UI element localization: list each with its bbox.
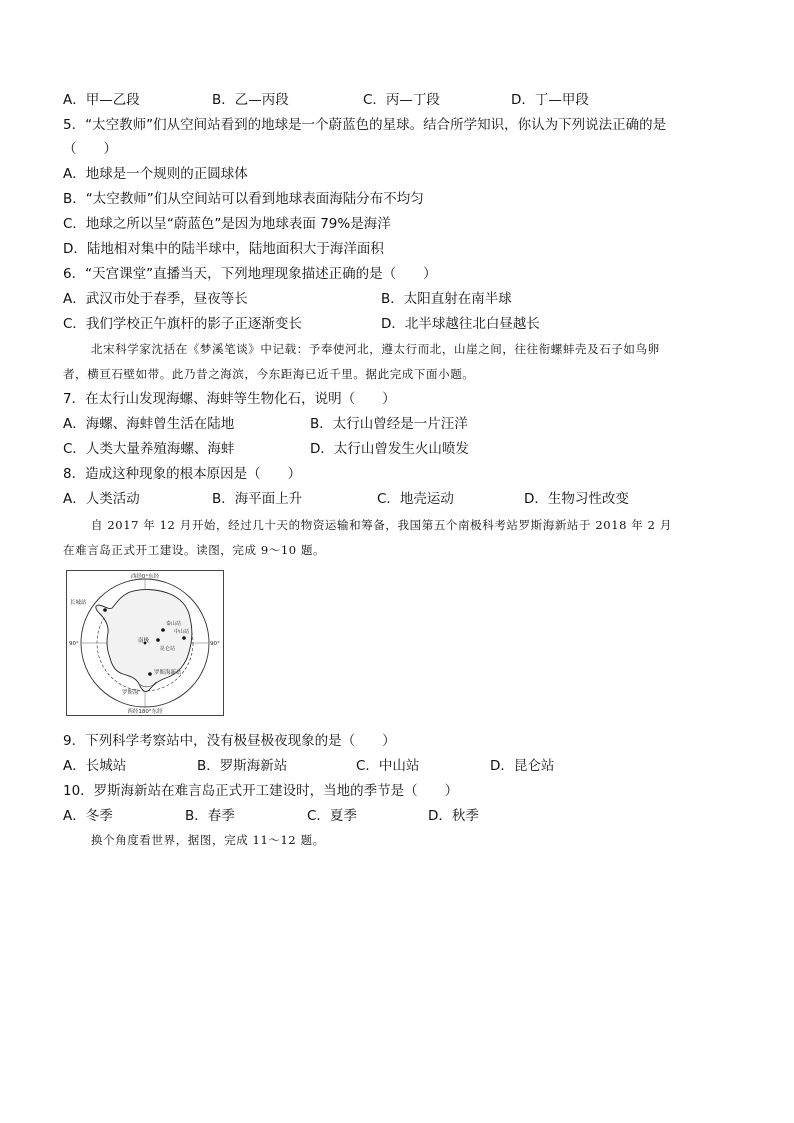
q6-options-row1 — [63, 289, 763, 309]
q10-option-b: B．春季 — [185, 808, 235, 824]
q8-options — [63, 489, 763, 509]
q7-option-d: D．太行山曾发生火山喷发 — [310, 441, 469, 457]
q10-option-d: D．秋季 — [428, 808, 479, 824]
q10-option-c: C．夏季 — [307, 808, 357, 824]
passage-ross-sea-station — [63, 513, 731, 563]
map-label-luosihai-station: 罗斯海新站 — [154, 670, 182, 676]
q10-option-a: A．冬季 — [63, 808, 113, 824]
antarctica-map — [66, 570, 224, 716]
q5-answer-bracket: （ ） — [63, 141, 117, 157]
passage-mengxi-bitan — [63, 337, 731, 387]
map-label-taishan: 泰山站 — [166, 621, 182, 627]
q5-option-b: B．“太空教师”们从空间站可以看到地球表面海陆分布不均匀 — [63, 191, 424, 207]
q7-options-row1 — [63, 414, 763, 434]
map-label-kunlun: 昆仑站 — [160, 646, 176, 652]
map-label-left: 90° — [69, 641, 79, 647]
q9-option-d: D．昆仑站 — [490, 758, 555, 774]
q4-option-b: B．乙—丙段 — [212, 92, 289, 108]
q5-option-c: C．地球之所以呈“蔚蓝色”是因为地球表面 79%是海洋 — [63, 216, 391, 232]
map-label-nanji: 南极 — [138, 638, 150, 644]
q4-options — [63, 90, 763, 110]
passage1-line2: 者，横亘石壁如带。此乃昔之海滨，今东距海已近千里。据此完成下面小题。 — [63, 367, 475, 381]
q5-option-d: D．陆地相对集中的陆半球中，陆地面积大于海洋面积 — [63, 241, 384, 257]
q8-option-d: D．生物习性改变 — [524, 491, 629, 507]
passage-another-angle — [63, 828, 731, 853]
q7-stem: 7．在太行山发现海螺、海蚌等生物化石，说明（ ） — [63, 391, 396, 407]
q5-option-a: A．地球是一个规则的正圆球体 — [63, 166, 248, 182]
q4-option-c: C．丙—丁段 — [363, 92, 440, 108]
q4-option-a: A．甲—乙段 — [63, 92, 140, 108]
q6-option-b: B．太阳直射在南半球 — [381, 291, 512, 307]
map-label-right: 90° — [210, 641, 220, 647]
q9-options — [63, 756, 763, 776]
q10-options — [63, 806, 763, 826]
passage1-line1: 北宋科学家沈括在《梦溪笔谈》中记载：予奉使河北，遵太行而北，山崖之间，往往衔螺蚌壳及石子如鸟卵 — [91, 342, 660, 356]
q8-stem: 8．造成这种现象的根本原因是（ ） — [63, 466, 302, 482]
q7-option-c: C．人类大量养殖海螺、海蚌 — [63, 441, 235, 457]
passage3-line1: 换个角度看世界，据图，完成 11～12 题。 — [91, 833, 325, 847]
q10-stem: 10．罗斯海新站在难言岛正式开工建设时，当地的季节是（ ） — [63, 783, 459, 799]
q9-stem: 9．下列科学考察站中，没有极昼极夜现象的是（ ） — [63, 733, 396, 749]
map-label-zhongshan: 中山站 — [174, 629, 190, 635]
map-label-bottom: 西经180°东经 — [127, 709, 163, 715]
q7-options-row2 — [63, 439, 763, 459]
q9-option-c: C．中山站 — [356, 758, 420, 774]
q6-options-row2 — [63, 314, 763, 334]
q7-option-b: B．太行山曾经是一片汪洋 — [310, 416, 468, 432]
q9-option-b: B．罗斯海新站 — [197, 758, 288, 774]
map-label-top: 西经0°东经 — [130, 574, 160, 580]
passage2-line1: 自 2017 年 12 月开始，经过几十天的物资运输和筹备，我国第五个南极科考站罗斯海新站于 2018 年 2 月 — [91, 518, 672, 532]
map-label-ross-sea: 罗斯海 — [122, 690, 139, 696]
q8-option-b: B．海平面上升 — [212, 491, 303, 507]
q6-stem: 6．“天宫课堂”直播当天，下列地理现象描述正确的是（ ） — [63, 266, 437, 282]
q7-option-a: A．海螺、海蚌曾生活在陆地 — [63, 416, 235, 432]
q8-option-a: A．人类活动 — [63, 491, 140, 507]
passage2-line2: 在难言岛正式开工建设。读图，完成 9～10 题。 — [63, 543, 326, 557]
q9-option-a: A．长城站 — [63, 758, 127, 774]
q6-option-a: A．武汉市处于春季，昼夜等长 — [63, 291, 248, 307]
q6-option-d: D．北半球越往北白昼越长 — [381, 316, 540, 332]
q5-stem: 5．“太空教师”们从空间站看到的地球是一个蔚蓝色的星球。结合所学知识，你认为下列说法正确的是 — [63, 117, 667, 133]
q6-option-c: C．我们学校正午旗杆的影子正逐渐变长 — [63, 316, 302, 332]
map-label-changcheng: 长城站 — [70, 600, 87, 606]
q4-option-d: D．丁—甲段 — [511, 92, 589, 108]
q8-option-c: C．地壳运动 — [377, 491, 454, 507]
